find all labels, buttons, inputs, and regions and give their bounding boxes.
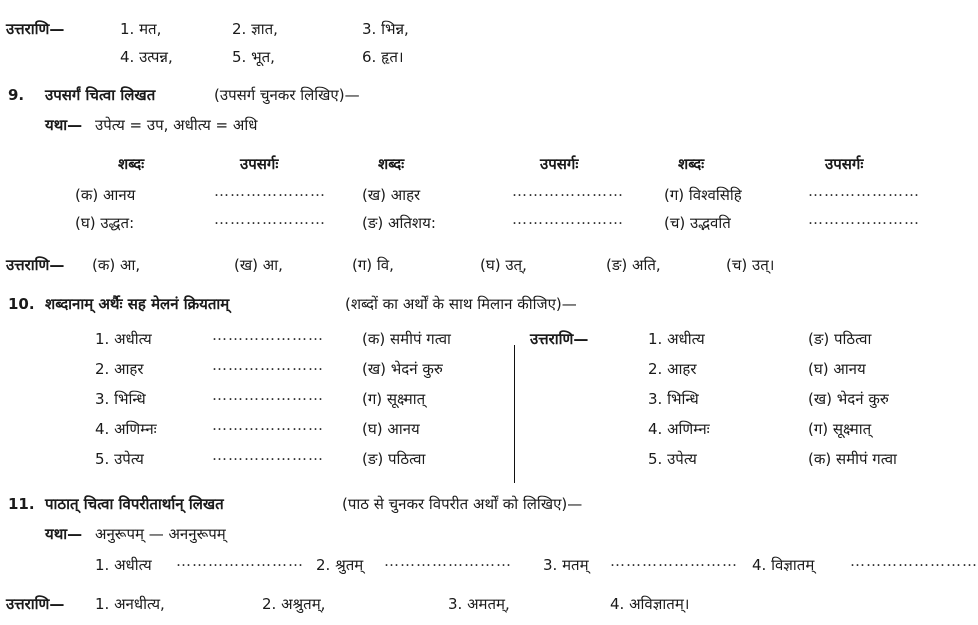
- answer-item: (ग) वि,: [352, 256, 394, 274]
- q11-example-text: अनुरूपम् — अननुरूपम्: [95, 525, 226, 543]
- q10-subtitle: (शब्दों का अर्थों के साथ मिलान कीजिए)—: [345, 295, 577, 313]
- answer-item: 4. अविज्ञातम्।: [610, 595, 690, 613]
- blank-dots: …………………: [212, 386, 324, 404]
- q9-item: (घ) उद्धत:: [75, 214, 135, 232]
- answer-item: 1. मत,: [120, 20, 162, 38]
- left-word: 3. भिन्धि: [95, 390, 146, 408]
- blank-dots: …………………: [212, 356, 324, 374]
- blank-dots: …………………: [512, 182, 624, 200]
- answers-label: उत्तराणि—: [6, 256, 65, 274]
- blank-dots: …………………: [212, 446, 324, 464]
- col-head-upasarga: उपसर्गः: [240, 155, 279, 173]
- right-meaning: (क) समीपं गत्वा: [808, 450, 897, 468]
- right-word: 5. उपेत्य: [648, 450, 697, 468]
- q9-example-text: उपेत्य = उप, अधीत्य = अधि: [95, 116, 258, 134]
- blank-dots: …………………: [214, 182, 326, 200]
- left-word: 5. उपेत्य: [95, 450, 144, 468]
- left-meaning: (क) समीपं गत्वा: [362, 330, 451, 348]
- blank-dots: ……………………: [850, 552, 978, 570]
- answer-item: 4. उत्पन्न,: [120, 48, 173, 66]
- left-meaning: (घ) आनय: [362, 420, 420, 438]
- answer-item: 1. अनधीत्य,: [95, 595, 165, 613]
- blank-dots: …………………: [214, 210, 326, 228]
- col-head-shabd: शब्दः: [678, 155, 705, 173]
- q9-example-label: यथा—: [45, 116, 83, 134]
- q9-item: (ख) आहर: [362, 186, 421, 204]
- q11-title: पाठात् चित्वा विपरीतार्थान् लिखत: [45, 495, 224, 513]
- blank-dots: ……………………: [176, 552, 304, 570]
- answer-item: (च) उत्।: [726, 256, 775, 274]
- q11-example-label: यथा—: [45, 525, 83, 543]
- q11-item: 1. अधीत्य: [95, 556, 152, 574]
- answer-item: (घ) उत्,: [480, 256, 527, 274]
- answer-item: (ख) आ,: [234, 256, 283, 274]
- answers-label: उत्तराणि—: [6, 595, 65, 613]
- answers-label: उत्तराणि—: [530, 330, 589, 348]
- answer-item: (ङ) अति,: [606, 256, 661, 274]
- col-head-shabd: शब्दः: [118, 155, 145, 173]
- answer-item: 6. हृत।: [362, 48, 404, 66]
- q9-subtitle: (उपसर्ग चुनकर लिखिए)—: [214, 86, 360, 104]
- col-head-shabd: शब्दः: [378, 155, 405, 173]
- answer-item: 2. ज्ञात,: [232, 20, 278, 38]
- right-meaning: (ग) सूक्ष्मात्: [808, 420, 872, 438]
- right-meaning: (घ) आनय: [808, 360, 866, 378]
- answer-item: (क) आ,: [92, 256, 141, 274]
- q10-title: शब्दानाम् अर्थैः सह मेलनं क्रियताम्: [45, 295, 230, 313]
- left-meaning: (ख) भेदनं कुरु: [362, 360, 443, 378]
- col-head-upasarga: उपसर्गः: [825, 155, 864, 173]
- right-meaning: (ख) भेदनं कुरु: [808, 390, 889, 408]
- q11-item: 3. मतम्: [543, 556, 589, 574]
- blank-dots: ……………………: [610, 552, 738, 570]
- q11-subtitle: (पाठ से चुनकर विपरीत अर्थों को लिखिए)—: [342, 495, 583, 513]
- left-meaning: (ग) सूक्ष्मात्: [362, 390, 426, 408]
- right-word: 1. अधीत्य: [648, 330, 705, 348]
- blank-dots: …………………: [512, 210, 624, 228]
- q9-item: (ग) विश्वसिहि: [664, 186, 742, 204]
- answer-item: 3. अमतम्,: [448, 595, 510, 613]
- right-word: 2. आहर: [648, 360, 697, 378]
- blank-dots: ……………………: [384, 552, 512, 570]
- q10-number: 10.: [8, 295, 35, 313]
- blank-dots: …………………: [212, 416, 324, 434]
- left-word: 1. अधीत्य: [95, 330, 152, 348]
- q9-item: (ङ) अतिशय:: [362, 214, 436, 232]
- q9-title: उपसर्गं चित्वा लिखत: [45, 86, 156, 104]
- right-word: 3. भिन्धि: [648, 390, 699, 408]
- answer-item: 3. भिन्न,: [362, 20, 409, 38]
- divider-line: [514, 345, 515, 483]
- right-word: 4. अणिम्नः: [648, 420, 710, 438]
- right-meaning: (ङ) पठित्वा: [808, 330, 872, 348]
- left-meaning: (ङ) पठित्वा: [362, 450, 426, 468]
- answer-item: 5. भूत,: [232, 48, 275, 66]
- left-word: 4. अणिम्नः: [95, 420, 157, 438]
- left-word: 2. आहर: [95, 360, 144, 378]
- blank-dots: …………………: [212, 326, 324, 344]
- col-head-upasarga: उपसर्गः: [540, 155, 579, 173]
- q9-item: (च) उद्भवति: [664, 214, 731, 232]
- q11-number: 11.: [8, 495, 35, 513]
- q11-item: 2. श्रुतम्: [316, 556, 364, 574]
- q11-item: 4. विज्ञातम्: [752, 556, 815, 574]
- blank-dots: …………………: [808, 210, 920, 228]
- answer-item: 2. अश्रुतम्,: [262, 595, 326, 613]
- answers-label: उत्तराणि—: [6, 20, 65, 38]
- q9-number: 9.: [8, 86, 25, 104]
- q9-item: (क) आनय: [75, 186, 136, 204]
- blank-dots: …………………: [808, 182, 920, 200]
